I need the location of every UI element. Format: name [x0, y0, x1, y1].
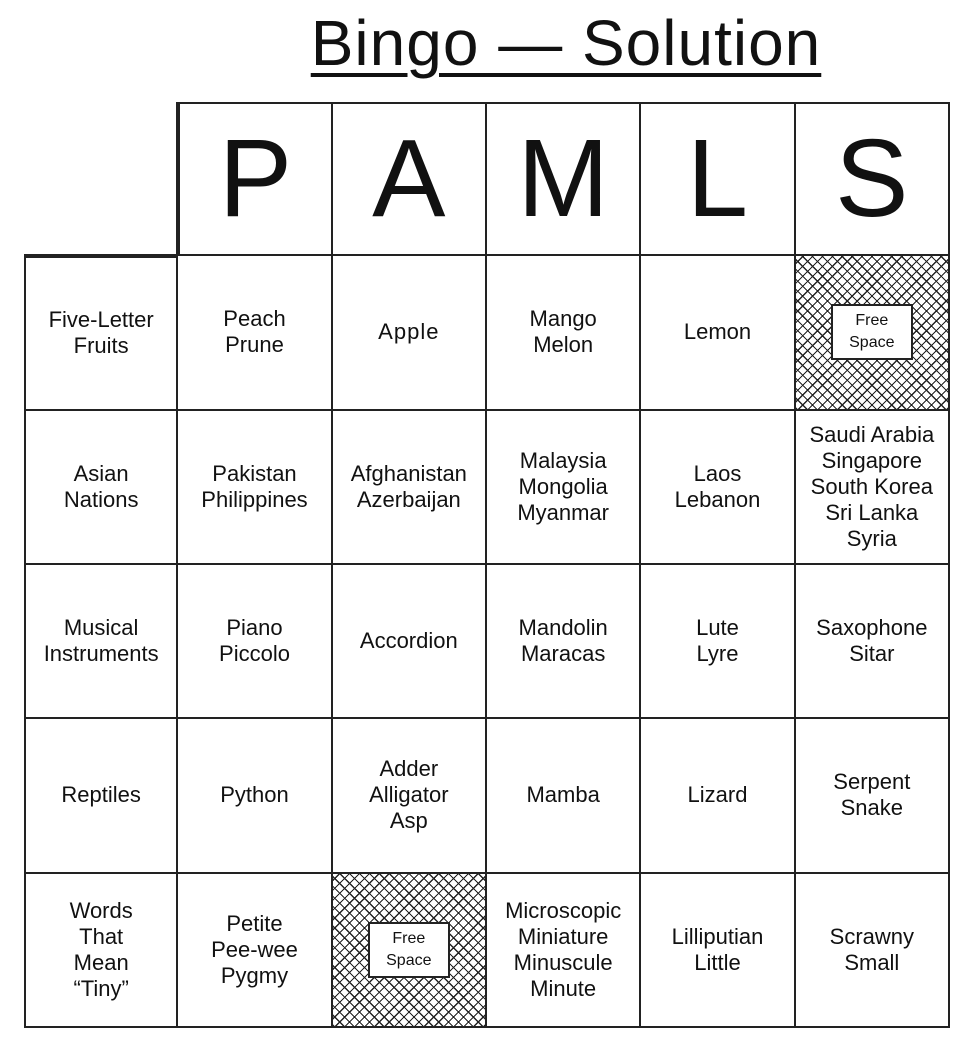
answer-cell — [641, 565, 795, 719]
answer-cell — [641, 874, 795, 1028]
answer-cell — [178, 719, 332, 873]
answer-text: Saxophone Sitar — [816, 615, 928, 667]
answer-text: Scrawny Small — [829, 923, 914, 975]
free-space-cell — [796, 256, 950, 410]
category-label — [24, 256, 178, 410]
column-header-s: S — [796, 102, 950, 256]
answer-cell — [796, 565, 950, 719]
answer-text: Laos Lebanon — [674, 460, 761, 512]
page-title — [176, 0, 956, 96]
column-header-a: A — [333, 102, 487, 256]
answer-text: Accordion — [359, 628, 458, 654]
category-label — [24, 565, 178, 719]
column-header-p: P — [178, 102, 332, 256]
answer-cell — [178, 411, 332, 565]
answer-cell — [333, 256, 487, 410]
answer-cell — [796, 411, 950, 565]
answer-cell — [796, 719, 950, 873]
answer-cell — [487, 565, 641, 719]
answer-cell — [333, 565, 487, 719]
category-text: Five-Letter Fruits — [48, 307, 154, 359]
answer-text: Lilliputian Little — [671, 923, 764, 975]
answer-cell — [641, 256, 795, 410]
category-text: Musical Instruments — [43, 615, 159, 667]
answer-cell — [487, 719, 641, 873]
answer-cell — [641, 411, 795, 565]
answer-text: Lemon — [683, 319, 752, 345]
free-space-label: Free Space — [368, 922, 450, 978]
grid-corner — [24, 102, 178, 256]
answer-cell — [796, 874, 950, 1028]
column-header-m: M — [487, 102, 641, 256]
answer-text: Python — [220, 782, 289, 808]
answer-text: Lizard — [687, 782, 748, 808]
answer-cell — [178, 565, 332, 719]
free-space-cell — [333, 874, 487, 1028]
answer-text: Peach Prune — [223, 306, 286, 358]
answer-cell — [487, 256, 641, 410]
free-space-label: Free Space — [831, 304, 913, 360]
answer-text: Afghanistan Azerbaijan — [350, 460, 467, 512]
answer-text: Apple — [378, 319, 440, 345]
answer-text: Mango Melon — [529, 306, 597, 358]
column-header-l: L — [641, 102, 795, 256]
category-label — [24, 719, 178, 873]
category-label — [24, 874, 178, 1028]
category-text: Asian Nations — [63, 460, 139, 512]
answer-cell — [641, 719, 795, 873]
answer-text: Mandolin Maracas — [518, 615, 608, 667]
answer-cell — [178, 874, 332, 1028]
answer-cell — [333, 719, 487, 873]
answer-text: Pakistan Philippines — [201, 460, 308, 512]
answer-text: Microscopic Miniature Minuscule Minute — [505, 897, 622, 1001]
answer-cell — [333, 411, 487, 565]
answer-text: Adder Alligator Asp — [369, 756, 449, 834]
category-text: Reptiles — [61, 782, 141, 808]
answer-cell — [178, 256, 332, 410]
answer-cell — [487, 411, 641, 565]
bingo-grid — [24, 102, 950, 1028]
answer-text: Piano Piccolo — [219, 615, 290, 667]
answer-text: Petite Pee-wee Pygmy — [211, 910, 298, 988]
page-title-text: Bingo — Solution — [310, 7, 822, 79]
answer-text: Mamba — [526, 782, 600, 808]
answer-cell — [487, 874, 641, 1028]
category-label — [24, 411, 178, 565]
answer-text: Saudi Arabia Singapore South Korea Sri Lanka Syria — [809, 421, 935, 551]
answer-text: Serpent Snake — [833, 769, 911, 821]
category-text: Words That Mean “Tiny” — [69, 897, 133, 1001]
answer-text: Malaysia Mongolia Myanmar — [517, 447, 609, 525]
answer-text: Lute Lyre — [696, 615, 739, 667]
